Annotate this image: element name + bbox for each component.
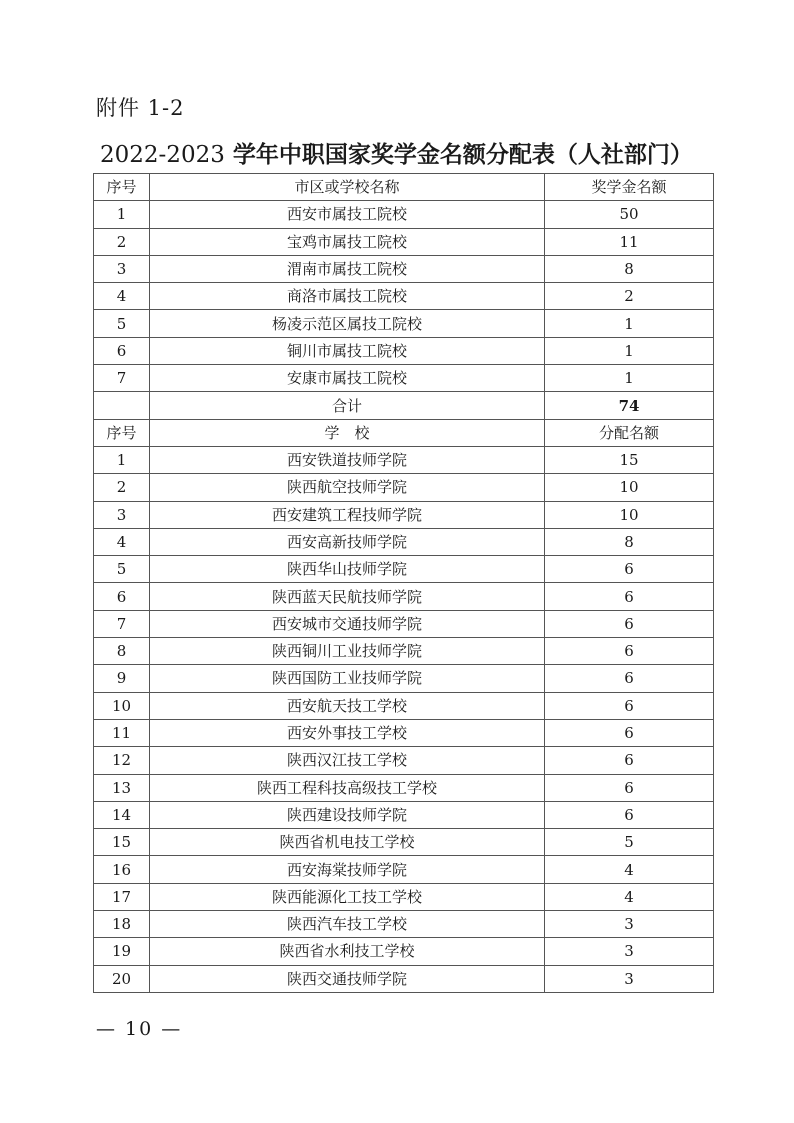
row-index: 4	[94, 283, 150, 310]
row-index: 14	[94, 801, 150, 828]
table-row	[94, 747, 714, 774]
row-index: 1	[94, 446, 150, 473]
row-quota: 8	[545, 528, 714, 555]
row-quota: 3	[545, 965, 714, 992]
row-school-name: 商洛市属技工院校	[150, 283, 545, 310]
row-quota: 5	[545, 829, 714, 856]
row-index: 3	[94, 255, 150, 282]
row-index: 5	[94, 556, 150, 583]
row-index: 19	[94, 938, 150, 965]
row-index: 5	[94, 310, 150, 337]
row-quota: 10	[545, 501, 714, 528]
table-row	[94, 501, 714, 528]
attachment-label: 附件 1-2	[96, 96, 185, 120]
table-row	[94, 474, 714, 501]
row-school-name: 陕西工程科技高级技工学校	[150, 774, 545, 801]
row-quota: 6	[545, 665, 714, 692]
row-school-name: 西安高新技师学院	[150, 528, 545, 555]
row-index: 7	[94, 610, 150, 637]
row-index: 9	[94, 665, 150, 692]
table-row	[94, 283, 714, 310]
table-row	[94, 638, 714, 665]
row-quota: 3	[545, 938, 714, 965]
row-quota: 1	[545, 337, 714, 364]
table-row	[94, 228, 714, 255]
header-index: 序号	[94, 174, 150, 201]
row-quota: 8	[545, 255, 714, 282]
table-row	[94, 938, 714, 965]
row-index: 2	[94, 228, 150, 255]
row-quota: 6	[545, 747, 714, 774]
row-index: 4	[94, 528, 150, 555]
table-row	[94, 692, 714, 719]
table-row	[94, 610, 714, 637]
row-index: 2	[94, 474, 150, 501]
row-index: 3	[94, 501, 150, 528]
row-school-name: 陕西铜川工业技师学院	[150, 638, 545, 665]
row-index: 1	[94, 201, 150, 228]
total-value: 74	[545, 392, 714, 419]
row-index: 13	[94, 774, 150, 801]
row-index: 12	[94, 747, 150, 774]
row-index: 6	[94, 337, 150, 364]
row-quota: 6	[545, 692, 714, 719]
table-row	[94, 883, 714, 910]
table-row	[94, 365, 714, 392]
row-quota: 6	[545, 556, 714, 583]
row-index: 20	[94, 965, 150, 992]
table-row	[94, 556, 714, 583]
table-row	[94, 255, 714, 282]
row-school-name: 陕西华山技师学院	[150, 556, 545, 583]
row-school-name: 陕西省机电技工学校	[150, 829, 545, 856]
row-quota: 3	[545, 911, 714, 938]
row-index: 6	[94, 583, 150, 610]
table-row	[94, 583, 714, 610]
title-text: 学年中职国家奖学金名额分配表（人社部门）	[224, 141, 693, 168]
row-index: 10	[94, 692, 150, 719]
row-school-name: 西安外事技工学校	[150, 719, 545, 746]
row-school-name: 宝鸡市属技工院校	[150, 228, 545, 255]
table-row	[94, 829, 714, 856]
row-index: 8	[94, 638, 150, 665]
header-index: 序号	[94, 419, 150, 446]
row-school-name: 杨凌示范区属技工院校	[150, 310, 545, 337]
table-row	[94, 337, 714, 364]
row-school-name: 陕西航空技师学院	[150, 474, 545, 501]
table-row	[94, 856, 714, 883]
row-quota: 6	[545, 638, 714, 665]
row-quota: 11	[545, 228, 714, 255]
table-row	[94, 911, 714, 938]
table-row	[94, 774, 714, 801]
row-school-name: 西安市属技工院校	[150, 201, 545, 228]
row-index: 18	[94, 911, 150, 938]
row-index: 11	[94, 719, 150, 746]
row-quota: 1	[545, 310, 714, 337]
table-row	[94, 310, 714, 337]
row-quota: 4	[545, 856, 714, 883]
table-header-row	[94, 419, 714, 446]
table-row	[94, 528, 714, 555]
row-index: 16	[94, 856, 150, 883]
row-index: 7	[94, 365, 150, 392]
header-name: 学 校	[150, 419, 545, 446]
row-school-name: 西安城市交通技师学院	[150, 610, 545, 637]
allocation-table	[93, 173, 714, 993]
row-quota: 10	[545, 474, 714, 501]
table-row	[94, 446, 714, 473]
total-label: 合计	[150, 392, 545, 419]
row-school-name: 陕西汽车技工学校	[150, 911, 545, 938]
row-quota: 15	[545, 446, 714, 473]
header-quota: 分配名额	[545, 419, 714, 446]
header-quota: 奖学金名额	[545, 174, 714, 201]
title-year: 2022-2023	[100, 142, 225, 168]
table-header-row	[94, 174, 714, 201]
row-school-name: 陕西能源化工技工学校	[150, 883, 545, 910]
row-quota: 6	[545, 719, 714, 746]
row-quota: 2	[545, 283, 714, 310]
page-number: — 10 —	[96, 1018, 183, 1040]
row-school-name: 陕西建设技师学院	[150, 801, 545, 828]
row-school-name: 渭南市属技工院校	[150, 255, 545, 282]
row-quota: 6	[545, 583, 714, 610]
header-name: 市区或学校名称	[150, 174, 545, 201]
row-school-name: 陕西国防工业技师学院	[150, 665, 545, 692]
row-school-name: 陕西蓝天民航技师学院	[150, 583, 545, 610]
row-quota: 6	[545, 610, 714, 637]
row-school-name: 西安铁道技师学院	[150, 446, 545, 473]
total-index-empty	[94, 392, 150, 419]
table-row	[94, 665, 714, 692]
table-row	[94, 201, 714, 228]
row-school-name: 西安海棠技师学院	[150, 856, 545, 883]
row-quota: 6	[545, 801, 714, 828]
row-school-name: 安康市属技工院校	[150, 365, 545, 392]
total-row	[94, 392, 714, 419]
row-index: 15	[94, 829, 150, 856]
table-row	[94, 801, 714, 828]
row-quota: 6	[545, 774, 714, 801]
table-row	[94, 719, 714, 746]
row-school-name: 陕西汉江技工学校	[150, 747, 545, 774]
row-school-name: 陕西交通技师学院	[150, 965, 545, 992]
row-quota: 4	[545, 883, 714, 910]
row-school-name: 铜川市属技工院校	[150, 337, 545, 364]
row-school-name: 西安航天技工学校	[150, 692, 545, 719]
row-school-name: 西安建筑工程技师学院	[150, 501, 545, 528]
row-index: 17	[94, 883, 150, 910]
table-row	[94, 965, 714, 992]
row-quota: 50	[545, 201, 714, 228]
row-school-name: 陕西省水利技工学校	[150, 938, 545, 965]
document-title	[100, 136, 700, 169]
row-quota: 1	[545, 365, 714, 392]
